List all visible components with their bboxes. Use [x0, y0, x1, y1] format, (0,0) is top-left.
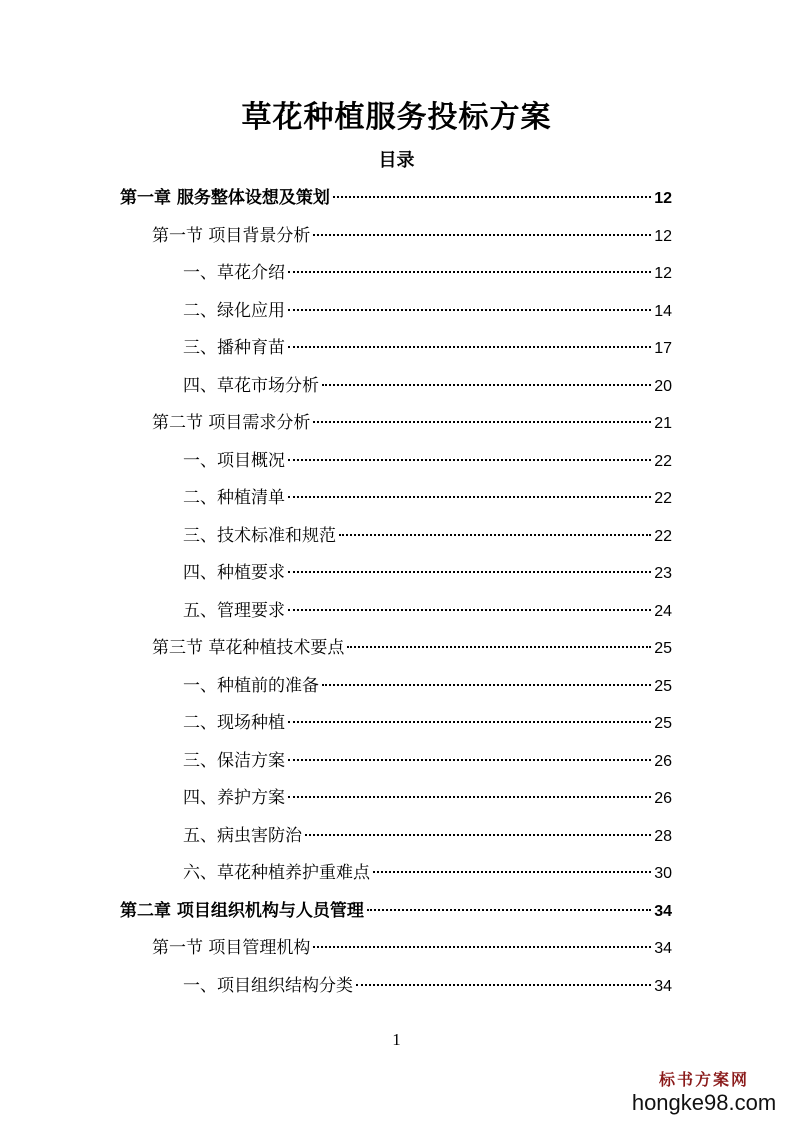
toc-dot-leader: [367, 909, 651, 911]
toc-entry-label: 五、管理要求: [183, 600, 285, 621]
toc-dot-leader: [288, 609, 651, 611]
toc-dot-leader: [356, 984, 651, 986]
watermark-site-name: 标书方案网: [658, 1070, 749, 1089]
toc-dot-leader: [288, 721, 651, 723]
toc-entry-page: 26: [654, 790, 672, 807]
toc-subsection-entry[interactable]: [120, 780, 672, 818]
toc-entry-page: 22: [654, 452, 672, 470]
toc-entry-label: 五、病虫害防治: [183, 825, 302, 846]
toc-subsection-entry[interactable]: [120, 968, 672, 1006]
toc-dot-leader: [313, 946, 651, 948]
toc-dot-leader: [288, 496, 651, 498]
toc-entry-page: 25: [654, 640, 672, 657]
toc-entry-label: 三、保洁方案: [183, 750, 285, 771]
toc-entry-label: 第一章 服务整体设想及策划: [120, 188, 330, 208]
toc-dot-leader: [288, 346, 651, 348]
toc-dot-leader: [313, 421, 651, 423]
toc-dot-leader: [288, 571, 651, 573]
toc-entry-page: 28: [654, 827, 672, 845]
toc-subsection-entry[interactable]: [120, 855, 672, 893]
toc-section-entry[interactable]: [120, 218, 672, 256]
toc-entry-label: 四、种植要求: [183, 563, 285, 583]
toc-entry-page: 12: [654, 190, 672, 207]
toc-section-entry[interactable]: [120, 930, 672, 968]
toc-dot-leader: [288, 271, 651, 273]
toc-chapter-entry[interactable]: [120, 180, 672, 218]
toc-section-entry[interactable]: [120, 630, 672, 668]
toc-subsection-entry[interactable]: [120, 518, 672, 556]
toc-entry-label: 一、草花介绍: [183, 263, 285, 283]
toc-entry-label: 一、种植前的准备: [183, 675, 319, 696]
toc-subsection-entry[interactable]: [120, 705, 672, 743]
toc-entry-page: 34: [654, 977, 672, 995]
toc-entry-page: 22: [654, 490, 672, 507]
toc-entry-page: 34: [654, 940, 672, 957]
toc-subsection-entry[interactable]: [120, 480, 672, 518]
toc-subsection-entry[interactable]: [120, 593, 672, 631]
toc-entry-label: 二、绿化应用: [183, 300, 285, 321]
toc-entry-page: 12: [654, 265, 672, 282]
toc-entry-label: 三、播种育苗: [183, 338, 285, 358]
toc-entry-page: 34: [654, 902, 672, 920]
toc-subsection-entry[interactable]: [120, 255, 672, 293]
toc-chapter-entry[interactable]: [120, 893, 672, 931]
toc-entry-page: 26: [654, 752, 672, 770]
document-title: 草花种植服务投标方案: [241, 100, 552, 135]
toc-entry-page: 30: [654, 865, 672, 882]
toc-entry-label: 第二节 项目需求分析: [152, 413, 311, 433]
toc-subsection-entry[interactable]: [120, 743, 672, 781]
toc-entry-page: 20: [654, 377, 672, 395]
toc-entry-label: 三、技术标准和规范: [183, 525, 336, 546]
toc-subsection-entry[interactable]: [120, 443, 672, 481]
toc-entry-page: 24: [654, 602, 672, 620]
toc-entry-label: 二、现场种植: [183, 713, 285, 733]
toc-subsection-entry[interactable]: [120, 330, 672, 368]
toc-subsection-entry[interactable]: [120, 818, 672, 856]
toc-entry-label: 六、草花种植养护重难点: [183, 863, 370, 883]
toc-entry-page: 14: [654, 302, 672, 320]
toc-dot-leader: [339, 534, 651, 536]
toc-entry-label: 第三节 草花种植技术要点: [152, 638, 345, 658]
toc-entry-label: 第一节 项目背景分析: [152, 225, 311, 246]
toc-entry-page: 21: [654, 415, 672, 432]
toc-entry-label: 四、草花市场分析: [183, 375, 319, 396]
toc-subsection-entry[interactable]: [120, 668, 672, 706]
toc-entry-page: 23: [654, 565, 672, 582]
toc-subsection-entry[interactable]: [120, 555, 672, 593]
toc-dot-leader: [288, 309, 651, 311]
toc-dot-leader: [305, 834, 651, 836]
toc-dot-leader: [373, 871, 651, 873]
toc-entry-label: 二、种植清单: [183, 488, 285, 508]
toc-entry-label: 第二章 项目组织机构与人员管理: [120, 900, 364, 921]
toc-entry-label: 第一节 项目管理机构: [152, 938, 311, 958]
toc-heading: 目录: [378, 150, 415, 171]
watermark-logo: [629, 1070, 779, 1116]
toc-dot-leader: [333, 196, 651, 198]
toc-dot-leader: [288, 459, 651, 461]
toc-entry-page: 25: [654, 677, 672, 695]
toc-dot-leader: [322, 384, 651, 386]
watermark-url: hongke98.com: [631, 1090, 777, 1115]
toc-entry-page: 22: [654, 527, 672, 545]
table-of-contents: [120, 180, 672, 1005]
toc-section-entry[interactable]: [120, 405, 672, 443]
toc-subsection-entry[interactable]: [120, 368, 672, 406]
page-number: 1: [392, 1030, 401, 1049]
toc-dot-leader: [288, 796, 651, 798]
toc-entry-page: 25: [654, 715, 672, 732]
toc-entry-page: 17: [654, 340, 672, 357]
toc-dot-leader: [313, 234, 651, 236]
toc-dot-leader: [288, 759, 651, 761]
toc-dot-leader: [322, 684, 651, 686]
toc-entry-label: 一、项目组织结构分类: [183, 975, 353, 996]
toc-entry-label: 一、项目概况: [183, 450, 285, 471]
toc-entry-page: 12: [654, 227, 672, 245]
toc-dot-leader: [347, 646, 651, 648]
toc-subsection-entry[interactable]: [120, 293, 672, 331]
toc-entry-label: 四、养护方案: [183, 788, 285, 808]
